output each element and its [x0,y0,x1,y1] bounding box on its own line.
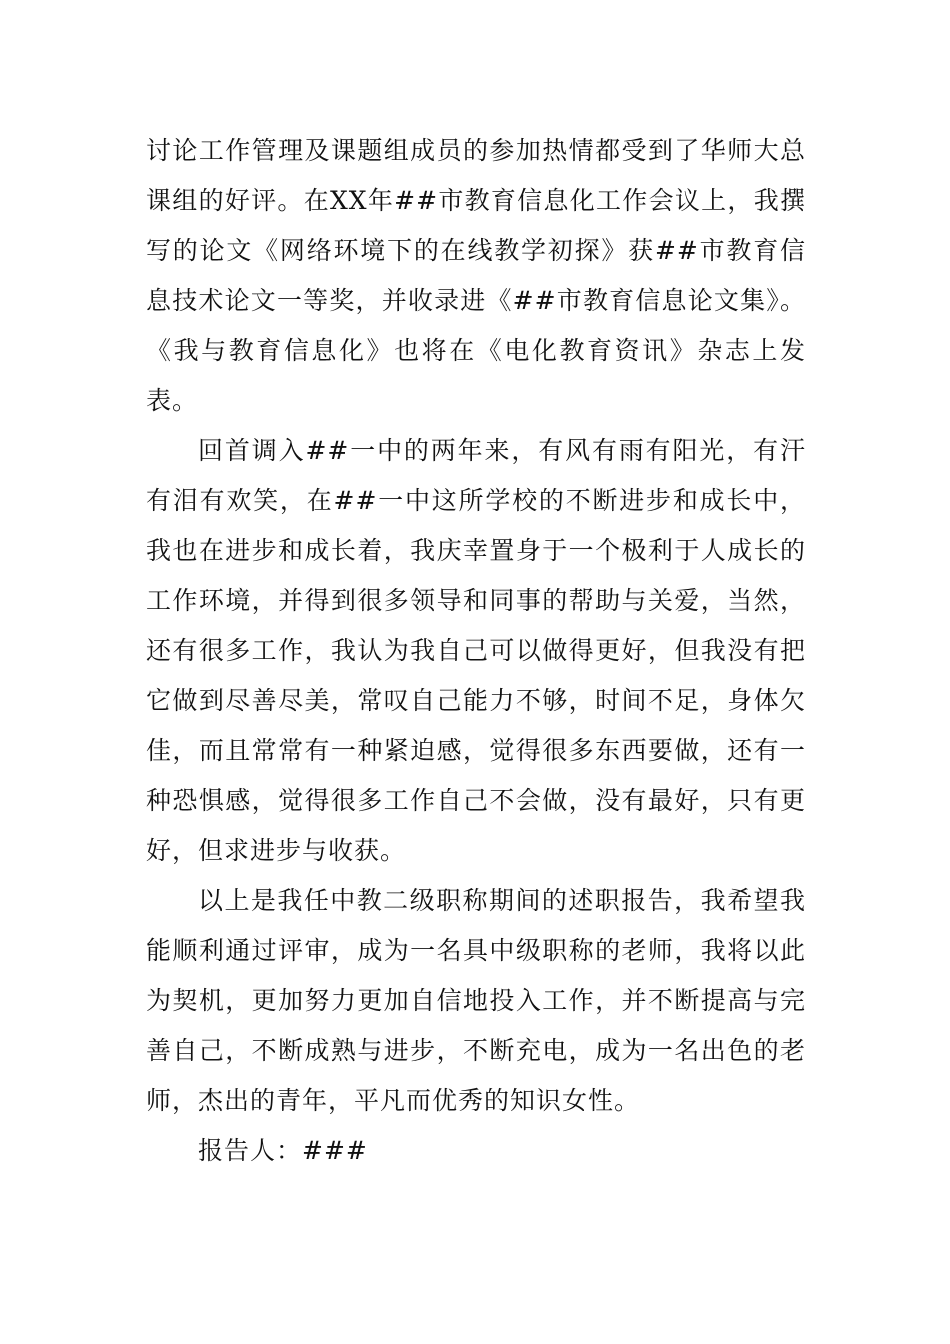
paragraph-1: 讨论工作管理及课题组成员的参加热情都受到了华师大总课组的好评。在XX年##市教育信息化工作会议上，我撰写的论文《网络环境下的在线教学初探》获##市教育信息技术论文一等奖，并收录进《##市教育信息论文集》。《我与教育信息化》也将在《电化教育资讯》杂志上发表。 [146,136,806,415]
document-body [146,126,806,1176]
paragraph-3: 以上是我任中教二级职称期间的述职报告，我希望我能顺利通过评审，成为一名具中级职称的老师，我将以此为契机，更加努力更加自信地投入工作，并不断提高与完善自己，不断成熟与进步，不断充电，成为一名出色的老师，杰出的青年，平凡而优秀的知识女性。 [146,886,806,1115]
signature-line: 报告人：### [198,1136,368,1165]
paragraph-2: 回首调入##一中的两年来，有风有雨有阳光，有汗有泪有欢笑，在##一中这所学校的不断进步和成长中，我也在进步和成长着，我庆幸置身于一个极利于人成长的工作环境，并得到很多领导和同事的帮助与关爱，当然，还有很多工作，我认为我自己可以做得更好，但我没有把它做到尽善尽美，常叹自己能力不够，时间不足，身体欠佳，而且常常有一种紧迫感，觉得很多东西要做，还有一种恐惧感，觉得很多工作自己不会做，没有最好，只有更好，但求进步与收获。 [146,436,806,865]
